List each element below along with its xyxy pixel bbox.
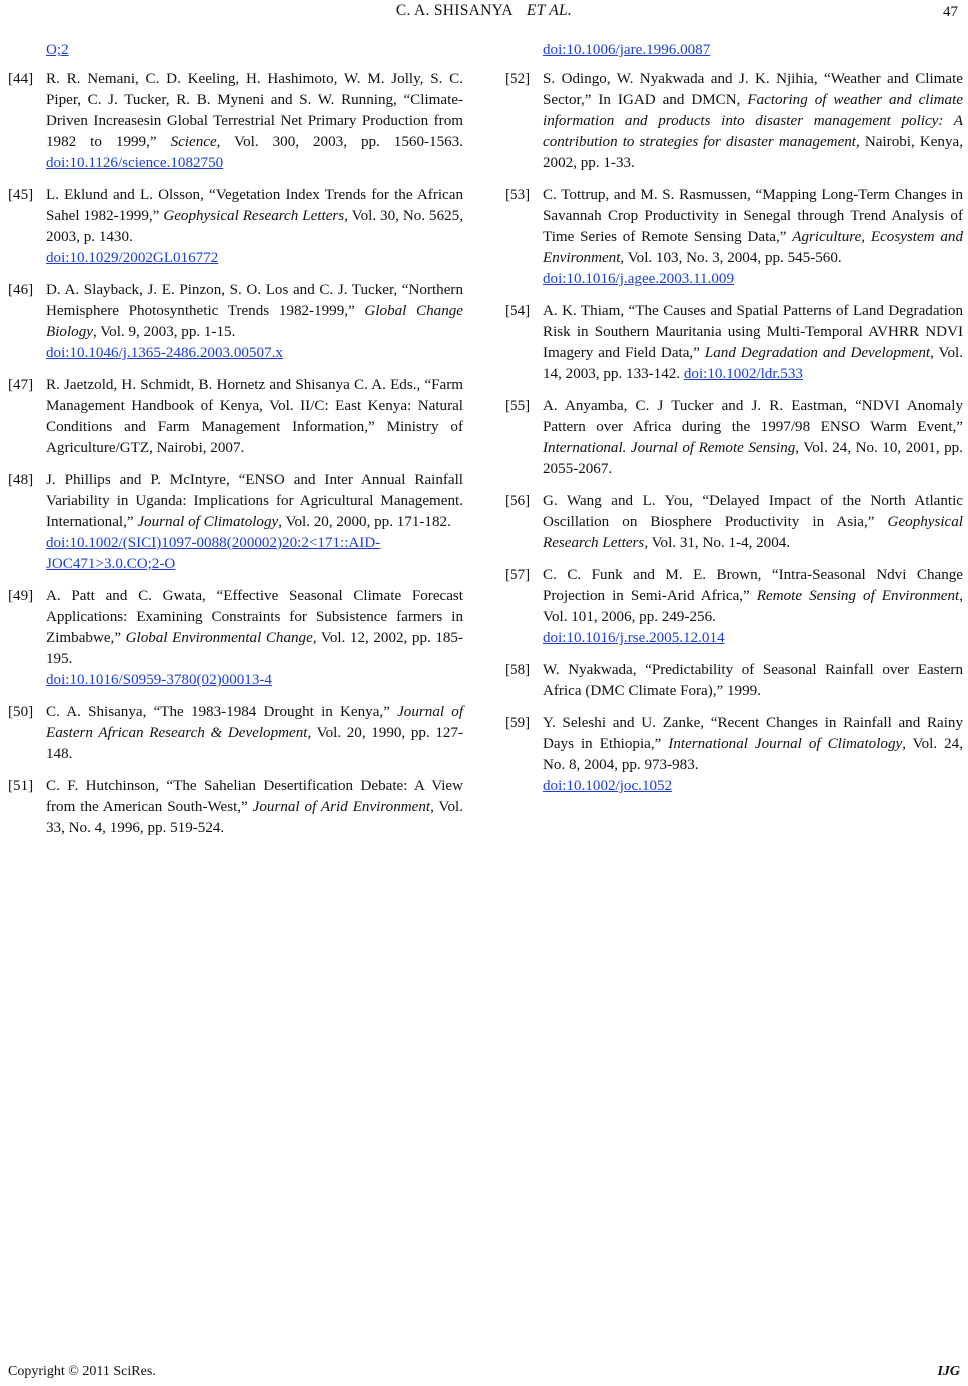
reference-entry: [8, 470, 463, 575]
header-etal: ET AL.: [526, 2, 573, 19]
reference-entry: [8, 702, 463, 765]
header-authors: C. A. SHISANYA: [395, 2, 513, 19]
reference-number: [58]: [505, 662, 531, 678]
reference-authors-title: Y. Seleshi and U. Zanke, “Recent Changes in Rainfall and Rainy Days in Ethiopia,”: [543, 715, 963, 752]
reference-journal: Factoring of weather and climate information and products into disaster management policy: A contribution to strategies for disaster management: [543, 92, 964, 150]
reference-number: [53]: [505, 187, 531, 203]
reference-details: , Nairobi, Kenya, 2002, pp. 1-33.: [543, 134, 963, 171]
reference-number: [45]: [8, 187, 34, 203]
reference-journal: Remote Sensing of Environment: [756, 588, 960, 604]
doi-link[interactable]: doi:10.1016/j.agee.2003.11.009: [543, 271, 735, 287]
left-column: [8, 40, 463, 850]
doi-link[interactable]: doi:10.1126/science.1082750: [46, 155, 224, 171]
reference-authors-title: A. Anyamba, C. J Tucker and J. R. Eastman, “NDVI Anomaly Pattern over Africa during the 1997/98 ENSO Warm Event,”: [543, 398, 963, 435]
reference-number: [48]: [8, 472, 34, 488]
reference-number: [52]: [505, 71, 531, 87]
reference-entry: [505, 185, 963, 290]
reference-number: [49]: [8, 588, 34, 604]
doi-link[interactable]: doi:10.1016/j.rse.2005.12.014: [543, 630, 725, 646]
reference-journal: Science: [170, 134, 217, 150]
doi-link[interactable]: doi:10.1016/S0959-3780(02)00013-4: [46, 672, 272, 688]
reference-entry: [8, 185, 463, 269]
reference-details: , Vol. 9, 2003, pp. 1-15.: [92, 324, 236, 340]
reference-entry: [505, 565, 963, 649]
reference-authors-title: C. F. Hutchinson, “The Sahelian Desertification Debate: A View from the American South-West,”: [46, 778, 463, 815]
reference-authors-title: R. Jaetzold, H. Schmidt, B. Hornetz and Shisanya C. A. Eds., “Farm Management Handbook of Kenya, Vol. II/C: East Kenya: Natural Conditions and Farm Management Information,” Ministry of Agriculture/GTZ, Nairobi, 2007.: [46, 377, 463, 456]
reference-entry: [8, 280, 463, 364]
reference-journal: International Journal of Climatology: [668, 736, 903, 752]
reference-entry: [8, 776, 463, 839]
reference-authors-title: D. A. Slayback, J. E. Pinzon, S. O. Los and C. J. Tucker, “Northern Hemisphere Photosynthetic Trends 1982-1999,”: [46, 282, 463, 319]
reference-authors-title: C. C. Funk and M. E. Brown, “Intra-Seasonal Ndvi Change Projection in Semi-Arid Africa,”: [543, 567, 963, 604]
reference-details: , Vol. 24, No. 10, 2001, pp. 2055-2067.: [543, 440, 963, 477]
reference-number: [54]: [505, 303, 531, 319]
right-column: [505, 40, 963, 808]
reference-details: , Vol. 101, 2006, pp. 249-256.: [543, 588, 963, 625]
reference-number: [55]: [505, 398, 531, 414]
reference-details: , Vol. 103, No. 3, 2004, pp. 545-560.: [620, 250, 842, 266]
reference-details: , Vol. 300, 2003, pp. 1560-1563.: [216, 134, 463, 150]
reference-journal: Geophysical Research Letters: [543, 514, 963, 551]
doi-link[interactable]: O;2: [46, 42, 69, 58]
reference-journal: International. Journal of Remote Sensing: [543, 440, 796, 456]
reference-details: , Vol. 30, No. 5625, 2003, p. 1430.: [46, 208, 463, 245]
reference-details: , Vol. 14, 2003, pp. 133-142.: [543, 345, 963, 382]
reference-authors-title: W. Nyakwada, “Predictability of Seasonal Rainfall over Eastern Africa (DMC Climate Fora),” 1999.: [543, 662, 963, 699]
page-number: 47: [943, 4, 958, 20]
reference-entry: [8, 586, 463, 691]
reference-details: , Vol. 20, 1990, pp. 127-148.: [46, 725, 464, 762]
doi-link[interactable]: doi:10.1006/jare.1996.0087: [543, 42, 711, 58]
reference-authors-title: C. Tottrup, and M. S. Rasmussen, “Mapping Long-Term Changes in Savannah Crop Productivity in Senegal through Trend Analysis of Time Series of Remote Sensing Data,”: [543, 187, 963, 245]
reference-details: , Vol. 12, 2002, pp. 185-195.: [46, 630, 464, 667]
reference-number: [59]: [505, 715, 531, 731]
reference-authors-title: J. Phillips and P. McIntyre, “ENSO and Inter Annual Rainfall Variability in Uganda: Implications for Agricultural Management. International,”: [46, 472, 463, 530]
reference-list-left: [8, 69, 463, 839]
doi-link[interactable]: doi:10.1046/j.1365-2486.2003.00507.x: [46, 345, 283, 361]
reference-entry: [505, 301, 963, 385]
copyright-notice: Copyright © 2011 SciRes.: [8, 1364, 156, 1379]
reference-entry: [505, 713, 963, 797]
reference-number: [44]: [8, 71, 34, 87]
reference-journal: Land Degradation and Development: [704, 345, 931, 361]
reference-authors-title: S. Odingo, W. Nyakwada and J. K. Njihia, “Weather and Climate Sector,” In IGAD and DMCN,: [543, 71, 963, 108]
reference-journal: Agriculture, Ecosystem and Environment: [543, 229, 963, 266]
reference-entry: [505, 491, 963, 554]
reference-details: , Vol. 33, No. 4, 1996, pp. 519-524.: [46, 799, 463, 836]
reference-entry: [8, 69, 463, 174]
reference-journal: Global Environmental Change: [125, 630, 313, 646]
reference-number: [51]: [8, 778, 34, 794]
doi-link[interactable]: doi:10.1029/2002GL016772: [46, 250, 219, 266]
reference-entry: [8, 375, 463, 459]
reference-authors-title: R. R. Nemani, C. D. Keeling, H. Hashimoto, W. M. Jolly, S. C. Piper, C. J. Tucker, R. B. Myneni and S. W. Running, “Climate-Driven Increasesin Global Terrestrial Net Primary Production from 1982 to 1999,”: [46, 71, 463, 150]
journal-abbrev: IJG: [937, 1364, 960, 1379]
reference-journal: Journal of Arid Environment: [252, 799, 431, 815]
continuation-left: [8, 40, 463, 61]
reference-authors-title: G. Wang and L. You, “Delayed Impact of the North Atlantic Oscillation on Biosphere Productivity in Asia,”: [543, 493, 963, 530]
continuation-right: [505, 40, 963, 61]
reference-list-right: [505, 69, 963, 797]
reference-authors-title: A. Patt and C. Gwata, “Effective Seasonal Climate Forecast Applications: Examining Constraints for Subsistence farmers in Zimbabwe,”: [46, 588, 463, 646]
reference-authors-title: L. Eklund and L. Olsson, “Vegetation Index Trends for the African Sahel 1982-1999,”: [46, 187, 463, 224]
reference-entry: [505, 396, 963, 480]
reference-journal: Journal of Eastern African Research & Development: [46, 704, 464, 741]
reference-number: [56]: [505, 493, 531, 509]
running-header: [0, 2, 968, 20]
doi-link[interactable]: doi:10.1002/ldr.533: [683, 366, 803, 382]
reference-journal: Journal of Climatology: [137, 514, 279, 530]
reference-details: , Vol. 24, No. 8, 2004, pp. 973-983.: [543, 736, 963, 773]
reference-details: , Vol. 20, 2000, pp. 171-182.: [278, 514, 451, 530]
reference-entry: [505, 660, 963, 702]
reference-authors-title: C. A. Shisanya, “The 1983-1984 Drought in Kenya,”: [46, 704, 398, 720]
reference-journal: Global Change Biology: [46, 303, 463, 340]
reference-number: [50]: [8, 704, 34, 720]
doi-link[interactable]: doi:10.1002/(SICI)1097-0088(200002)20:2<171::AID-JOC471>3.0.CO;2-O: [46, 535, 381, 572]
reference-details: , Vol. 31, No. 1-4, 2004.: [644, 535, 791, 551]
reference-entry: [505, 69, 963, 174]
reference-number: [47]: [8, 377, 34, 393]
reference-journal: Geophysical Research Letters: [163, 208, 345, 224]
doi-link[interactable]: doi:10.1002/joc.1052: [543, 778, 673, 794]
reference-number: [57]: [505, 567, 531, 583]
reference-authors-title: A. K. Thiam, “The Causes and Spatial Patterns of Land Degradation Risk in Southern Mauritania using Multi-Temporal AVHRR NDVI Imagery and Field Data,”: [543, 303, 963, 361]
reference-number: [46]: [8, 282, 34, 298]
